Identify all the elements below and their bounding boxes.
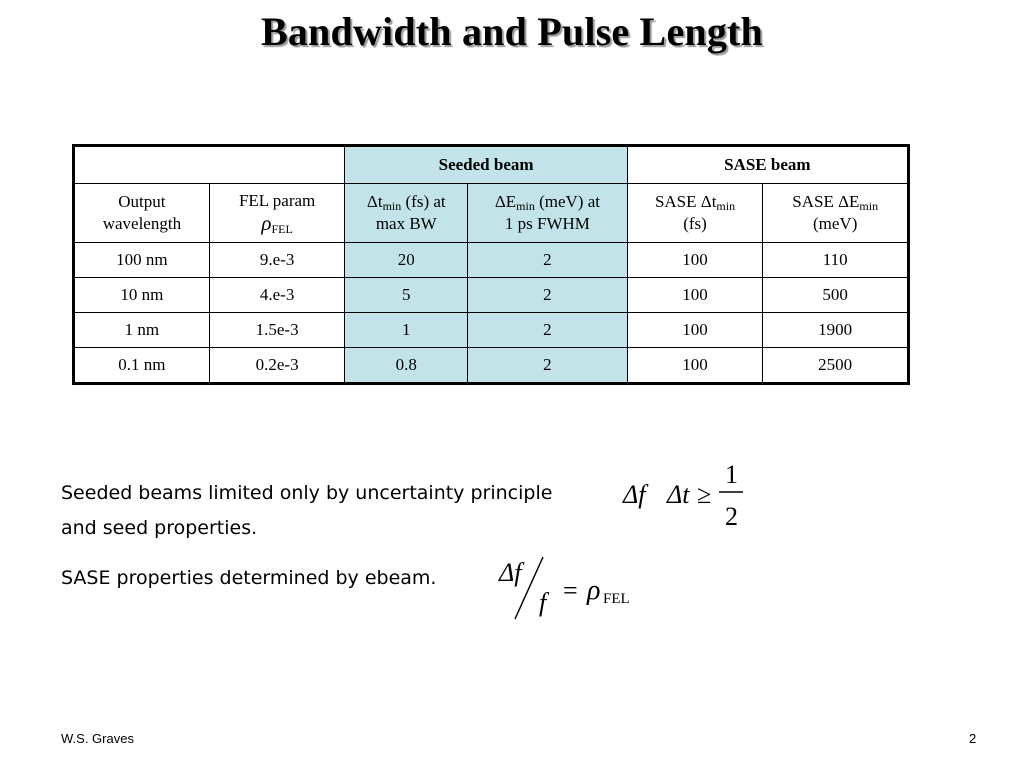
cell-fel-param: 9.e-3	[209, 243, 345, 278]
header-seeded-beam: Seeded beam	[345, 146, 627, 184]
cell-wavelength: 1 nm	[74, 312, 210, 347]
eq1-geq: ≥	[697, 480, 712, 509]
cell-seeded-de: 2	[468, 243, 628, 278]
eq2-subscript: FEL	[603, 591, 630, 607]
table-row	[74, 347, 909, 383]
cell-seeded-de: 2	[468, 347, 628, 383]
group-header-row	[74, 146, 909, 184]
col-header-sase-dt-min: SASE $\Delta t_{min}$ (fs)	[627, 184, 763, 243]
cell-fel-param: 0.2e-3	[209, 347, 345, 383]
cell-fel-param: 4.e-3	[209, 277, 345, 312]
table-row	[74, 312, 909, 347]
note-seed-properties: and seed properties.	[61, 517, 258, 539]
cell-wavelength: 0.1 nm	[74, 347, 210, 383]
table-row	[74, 277, 909, 312]
note-uncertainty-principle: Seeded beams limited only by uncertainty principle	[61, 482, 553, 504]
note-sase-properties: SASE properties determined by ebeam.	[61, 567, 437, 589]
cell-sase-de: 1900	[763, 312, 909, 347]
col-header-dt-min: $\Delta t_{min}$ (fs) at max BW	[345, 184, 468, 243]
cell-sase-de: 500	[763, 277, 909, 312]
col-header-output-wavelength: Output wavelength	[74, 184, 210, 243]
col-header-fel-param: FEL param $\rho_{FEL}$	[209, 184, 345, 243]
cell-sase-dt: 100	[627, 312, 763, 347]
cell-sase-de: 2500	[763, 347, 909, 383]
cell-seeded-de: 2	[468, 277, 628, 312]
page-number: 2	[969, 731, 977, 746]
cell-seeded-de: 2	[468, 312, 628, 347]
cell-wavelength: 10 nm	[74, 277, 210, 312]
cell-fel-param: 1.5e-3	[209, 312, 345, 347]
bandwidth-table	[72, 144, 910, 385]
cell-seeded-dt: 20	[345, 243, 468, 278]
eq2-denominator: f	[539, 588, 547, 617]
cell-sase-dt: 100	[627, 243, 763, 278]
page-title: Bandwidth and Pulse Length	[260, 9, 764, 54]
rho-symbol: ρ	[261, 211, 272, 235]
header-empty-cell	[74, 146, 345, 184]
col-header-de-min: $\Delta E_{min}$ (meV) at 1 ps FWHM	[468, 184, 628, 243]
eq2-equals: =	[563, 576, 578, 605]
eq1-numerator: 1	[725, 460, 738, 489]
eq1-delta-t: Δt	[667, 480, 690, 509]
eq1-denominator: 2	[725, 502, 738, 531]
rho-symbol: ρ	[587, 575, 601, 606]
table-row	[74, 243, 909, 278]
footer-author: W.S. Graves	[61, 731, 134, 746]
eq2-numerator: Δf	[499, 558, 522, 587]
cell-sase-de: 110	[763, 243, 909, 278]
eq1-delta-f: Δf	[623, 480, 646, 509]
cell-sase-dt: 100	[627, 277, 763, 312]
cell-wavelength: 100 nm	[74, 243, 210, 278]
cell-seeded-dt: 5	[345, 277, 468, 312]
cell-seeded-dt: 0.8	[345, 347, 468, 383]
column-header-row	[74, 184, 909, 243]
col-header-sase-de-min: SASE $\Delta E_{min}$ (meV)	[763, 184, 909, 243]
cell-seeded-dt: 1	[345, 312, 468, 347]
cell-sase-dt: 100	[627, 347, 763, 383]
header-sase-beam: SASE beam	[627, 146, 908, 184]
fel-parameter-equation	[495, 553, 645, 623]
uncertainty-equation	[615, 455, 755, 535]
